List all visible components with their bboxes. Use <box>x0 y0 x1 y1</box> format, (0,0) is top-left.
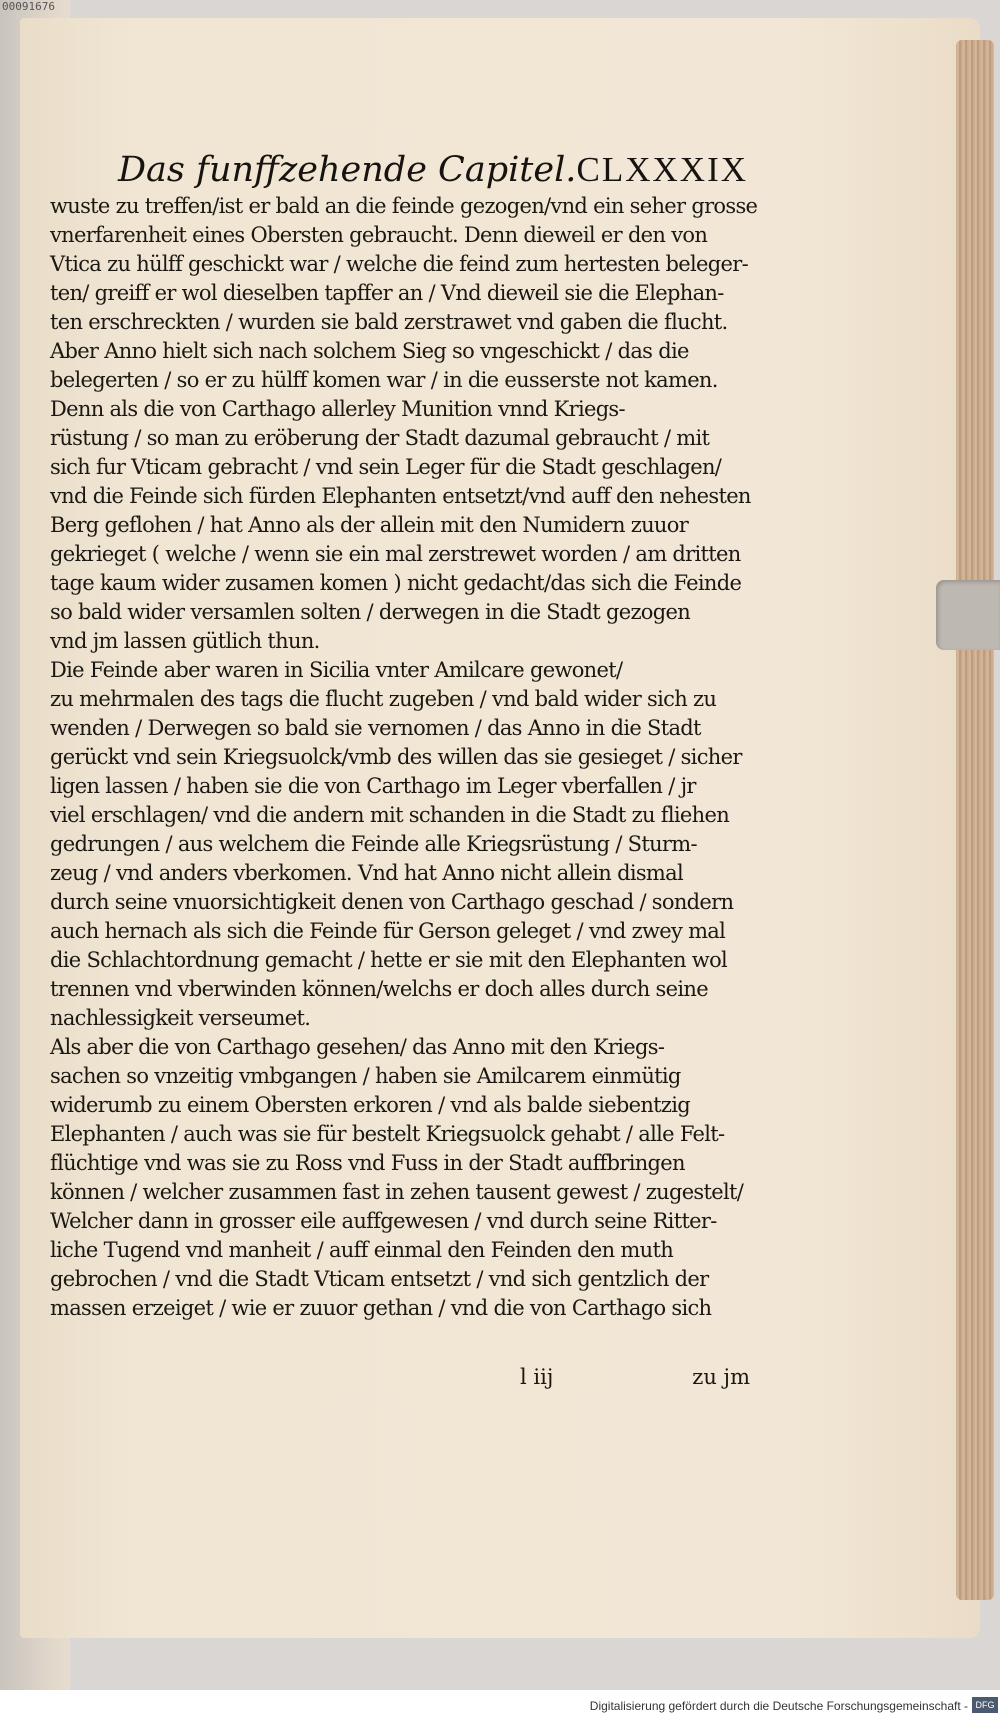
text-line: gedrungen / aus welchem die Feinde alle Kriegsrüstung / Sturm- <box>50 832 697 856</box>
text-line: zeug / vnd anders vberkomen. Vnd hat Anno nicht allein dismal <box>50 861 683 885</box>
page-clip <box>936 580 1000 650</box>
text-line: Elephanten / auch was sie für bestelt Kriegsuolck gehabt / alle Felt- <box>50 1122 725 1146</box>
text-line: durch seine vnuorsichtigkeit denen von Carthago geschad / sondern <box>50 890 734 914</box>
text-line: tage kaum wider zusamen komen ) nicht gedacht/das sich die Feinde <box>50 571 742 595</box>
text-line: sich fur Vticam gebracht / vnd sein Leger für die Stadt geschlagen/ <box>50 455 722 479</box>
text-line: liche Tugend vnd manheit / auff einmal den Feinden den muth <box>50 1238 674 1262</box>
text-line: Vtica zu hülff geschickt war / welche die feind zum hertesten beleger- <box>50 252 748 276</box>
text-line: Denn als die von Carthago allerley Munition vnnd Kriegs- <box>50 397 625 421</box>
text-line: zu mehrmalen des tags die flucht zugeben / vnd bald wider sich zu <box>50 687 717 711</box>
text-line: auch hernach als sich die Feinde für Gerson geleget / vnd zwey mal <box>50 919 726 943</box>
text-line: massen erzeiget / wie er zuuor gethan / vnd die von Carthago sich <box>50 1296 712 1320</box>
catchword: zu jm <box>692 1365 750 1389</box>
page-footer <box>520 1365 750 1395</box>
page-edge-stack <box>956 40 994 1600</box>
text-line: Welcher dann in grosser eile auffgewesen / vnd durch seine Ritter- <box>50 1209 717 1233</box>
text-line: Als aber die von Carthago gesehen/ das Anno mit den Kriegs- <box>50 1035 665 1059</box>
text-line: gebrochen / vnd die Stadt Vticam entsetzt / vnd sich gentzlich der <box>50 1267 709 1291</box>
page-body <box>50 192 758 1323</box>
dfg-logo: DFG <box>972 1697 998 1713</box>
text-line: so bald wider versamlen solten / derwegen in die Stadt gezogen <box>50 600 691 624</box>
folio-number: CLXXXIX <box>576 150 748 189</box>
text-line: vnd die Feinde sich fürden Elephanten entsetzt/vnd auff den nehesten <box>50 484 751 508</box>
text-line: trennen vnd vberwinden können/welchs er doch alles durch seine <box>50 977 708 1001</box>
text-line: widerumb zu einem Obersten erkoren / vnd als balde siebentzig <box>50 1093 691 1117</box>
text-line: vnd jm lassen gütlich thun. <box>50 629 320 653</box>
text-line: die Schlachtordnung gemacht / hette er sie mit den Elephanten wol <box>50 948 728 972</box>
text-line: nachlessigkeit verseumet. <box>50 1006 311 1030</box>
scan-id-label: 00091676 <box>2 0 55 13</box>
text-line: rüstung / so man zu eröberung der Stadt dazumal gebraucht / mit <box>50 426 710 450</box>
text-line: Die Feinde aber waren in Sicilia vnter Amilcare gewonet/ <box>50 658 623 682</box>
text-line: können / welcher zusammen fast in zehen tausent gewest / zugestelt/ <box>50 1180 744 1204</box>
text-line: wenden / Derwegen so bald sie vernomen / das Anno in die Stadt <box>50 716 701 740</box>
text-line: belegerten / so er zu hülff komen war / in die eusserste not kamen. <box>50 368 718 392</box>
text-line: ten erschreckten / wurden sie bald zerstrawet vnd gaben die flucht. <box>50 310 728 334</box>
funding-credit: Digitalisierung gefördert durch die Deutsche Forschungsgemeinschaft - <box>589 1699 968 1713</box>
text-line: ten/ greiff er wol dieselben tapffer an / Vnd dieweil sie die Elephan- <box>50 281 724 305</box>
chapter-title: Das funffzehende Capitel. <box>118 150 577 190</box>
text-line: vnerfarenheit eines Obersten gebraucht. Denn dieweil er den von <box>50 223 708 247</box>
text-line: Aber Anno hielt sich nach solchem Sieg so vngeschickt / das die <box>50 339 689 363</box>
text-line: sachen so vnzeitig vmbgangen / haben sie Amilcarem einmütig <box>50 1064 681 1088</box>
text-line: viel erschlagen/ vnd die andern mit schanden in die Stadt zu fliehen <box>50 803 730 827</box>
text-line: ligen lassen / haben sie die von Carthago im Leger vberfallen / jr <box>50 774 696 798</box>
text-line: flüchtige vnd was sie zu Ross vnd Fuss in der Stadt auffbringen <box>50 1151 685 1175</box>
signature-mark: l iij <box>520 1365 554 1389</box>
text-line: gekrieget ( welche / wenn sie ein mal zerstrewet worden / am dritten <box>50 542 741 566</box>
text-line: wuste zu treffen/ist er bald an die feinde gezogen/vnd ein seher grosse <box>50 194 758 218</box>
text-line: Berg geflohen / hat Anno als der allein mit den Numidern zuuor <box>50 513 689 537</box>
running-header <box>118 150 748 190</box>
text-line: gerückt vnd sein Kriegsuolck/vmb des willen das sie gesieget / sicher <box>50 745 742 769</box>
